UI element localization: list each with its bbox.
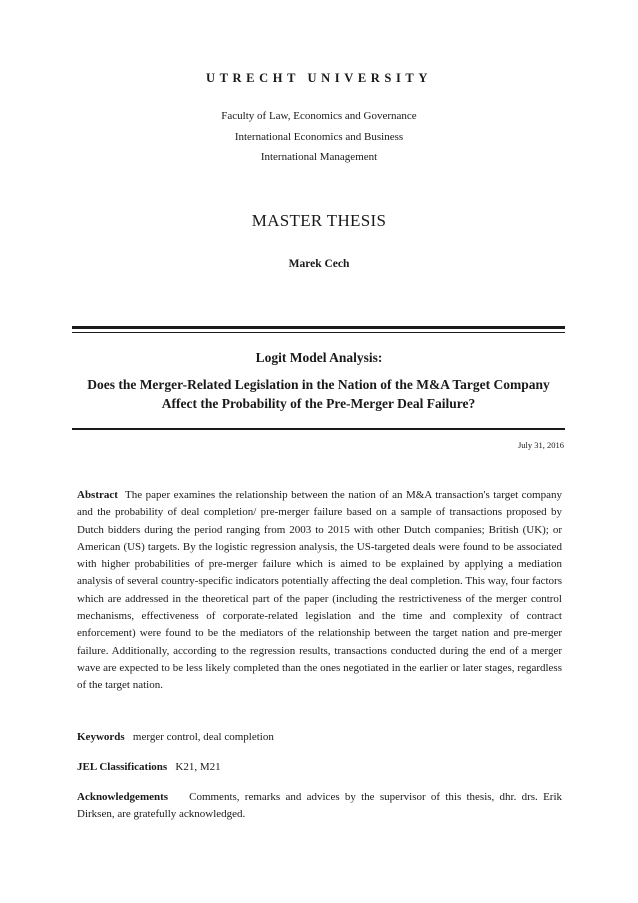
jel-text: K21, M21 bbox=[175, 761, 221, 773]
keywords-label: Keywords bbox=[77, 731, 125, 743]
author-name: Marek Cech bbox=[288, 258, 350, 270]
thesis-title: Logit Model Analysis: bbox=[255, 350, 383, 365]
jel-line bbox=[77, 759, 562, 776]
faculty-line: Faculty of Law, Economics and Governance bbox=[221, 110, 417, 122]
abstract-paragraph bbox=[77, 487, 562, 695]
specialization-line: International Management bbox=[260, 151, 378, 163]
acknowledgements-text: Comments, remarks and advices by the supervisor of this thesis, dhr. drs. Erik Dirksen, are gratefully acknowledged. bbox=[77, 791, 563, 821]
program-line: International Economics and Business bbox=[234, 131, 404, 143]
thesis-subtitle: Does the Merger-Related Legislation in the Nation of the M&A Target Company Affect the Probability of the Pre-Merger Deal Failure? bbox=[87, 377, 550, 411]
jel-label: JEL Classifications bbox=[77, 761, 168, 773]
acknowledgements-label: Acknowledgements bbox=[77, 791, 169, 803]
abstract-label: Abstract bbox=[77, 489, 118, 501]
keywords-line bbox=[77, 729, 562, 746]
abstract-text: The paper examines the relationship between the nation of an M&A transaction's target company and the probability of deal completion/ pre-merger failure based on a sample of transactions proposed by Dutch bidders during the period ranging from 2003 to 2015 with other Dutch companies; British (UK); or American (US) targets. By the logistic regression analysis, the US-targeted deals were found to be associated with higher probabilities of pre-merger failure which is aimed to be explained by applying a mediation analysis of several country-specific indicators potentially affecting the deal completion. This way, four factors which are addressed in the theoretical part of the paper (including the restrictiveness of the merger control mechanisms, effectiveness of corporate-related legislation and the time and complexity of contract enforcement) were found to be the mediators of the relationship between the target nation and pre-merger failure. Additionally, according to the regression results, transactions conducted during the end of a merger wave are expected to be less likely completed than the ones negotiated in the earlier or later stages, regardless of the target nation. bbox=[77, 489, 562, 692]
top-rule-thin bbox=[72, 332, 565, 333]
university-name: UTRECHT UNIVERSITY bbox=[205, 71, 432, 85]
thesis-date: July 31, 2016 bbox=[517, 440, 564, 450]
top-rule-thick bbox=[72, 326, 565, 329]
bottom-rule bbox=[72, 428, 565, 430]
keywords-text: merger control, deal completion bbox=[132, 731, 274, 743]
thesis-type: MASTER THESIS bbox=[251, 211, 387, 230]
acknowledgements-paragraph bbox=[77, 789, 562, 824]
